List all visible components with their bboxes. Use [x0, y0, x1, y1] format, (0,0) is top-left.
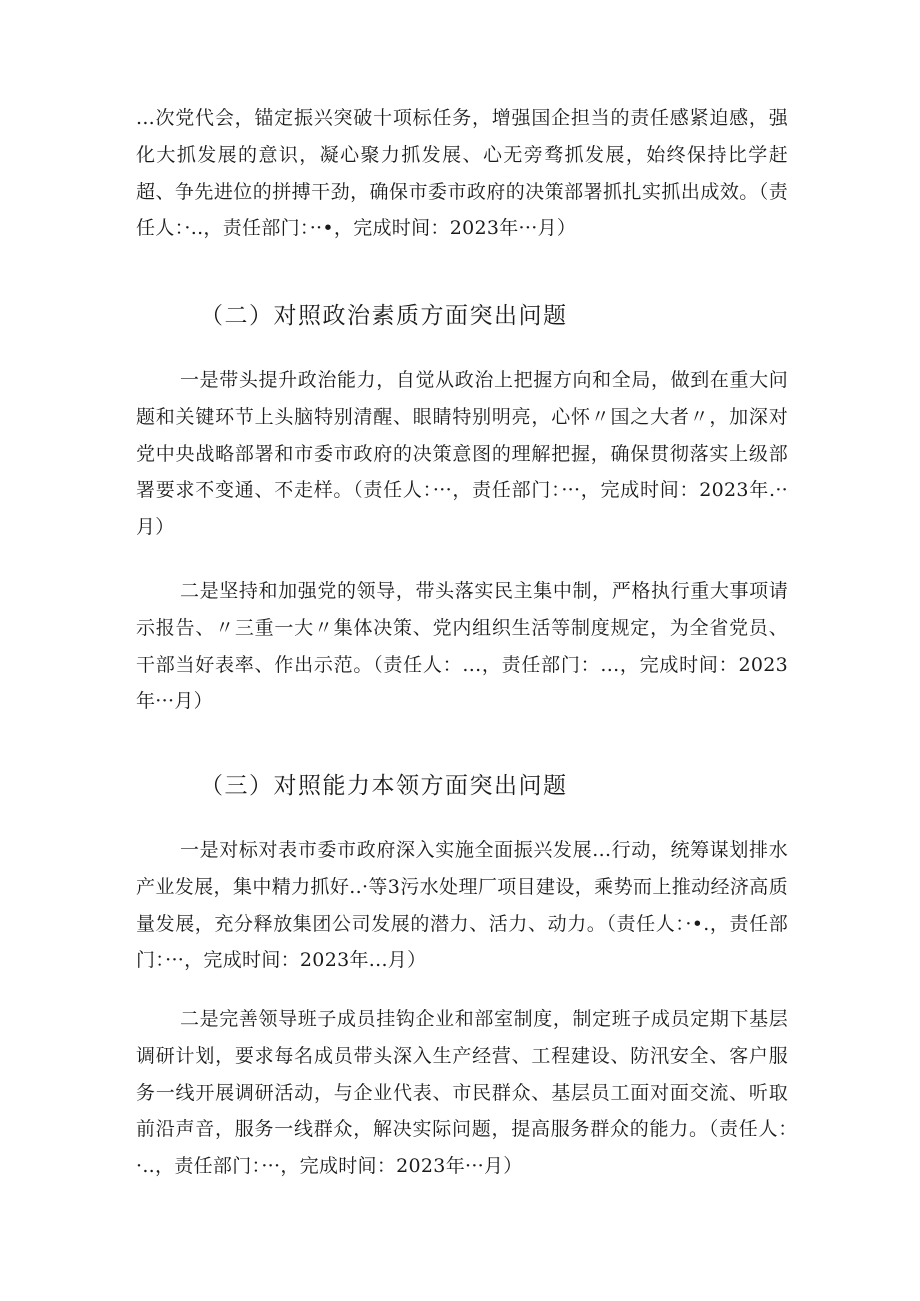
- section-heading-political-quality: （二）对照政治素质方面突出问题: [200, 303, 568, 329]
- paragraph-party-leadership: 二是坚持和加强党的领导，带头落实民主集中制，严格执行重大事项请示报告、〃三重一大〃集体决策、党内组织生活等制度规定，为全省党员、干部当好表率、作出示范。（责任人：...，责任部门：...，完成时间：2023年···月）: [136, 580, 788, 713]
- paragraph-grassroots-research: 二是完善领导班子成员挂钩企业和部室制度，制定班子成员定期下基层调研计划，要求每名成员带头深入生产经营、工程建设、防汛安全、客户服务一线开展调研活动，与企业代表、市民群众、基层员工面对面交流、听取前沿声音，服务一线群众，解决实际问题，提高服务群众的能力。（责任人：·..，责任部门：···，完成时间：2023年···月）: [136, 1008, 788, 1178]
- paragraph-development-action: 一是对标对表市委市政府深入实施全面振兴发展...行动，统筹谋划排水产业发展，集中精力抓好..·等3污水处理厂项目建设，乘势而上推动经济高质量发展，充分释放集团公司发展的潜力、活力、动力。（责任人：·•.，责任部门：···，完成时间：2023年...月）: [136, 839, 788, 972]
- section-heading-ability: （三）对照能力本领方面突出问题: [200, 773, 568, 799]
- paragraph-political-capability: 一是带头提升政治能力，自觉从政治上把握方向和全局，做到在重大问题和关键环节上头脑特别清醒、眼睛特别明亮，心怀〃国之大者〃，加深对党中央战略部署和市委市政府的决策意图的理解把握，确保贯彻落实上级部署要求不变通、不走样。（责任人：···，责任部门：···，完成时间：2023年.··月）: [136, 369, 788, 539]
- paragraph-continuation: ...次党代会，锚定振兴突破十项标任务，增强国企担当的责任感紧迫感，强化大抓发展的意识，凝心聚力抓发展、心无旁骛抓发展，始终保持比学赶超、争先进位的拼搏干劲，确保市委市政府的决策部署抓扎实抓出成效。（责任人：·..，责任部门：··•，完成时间：2023年···月）: [136, 107, 788, 240]
